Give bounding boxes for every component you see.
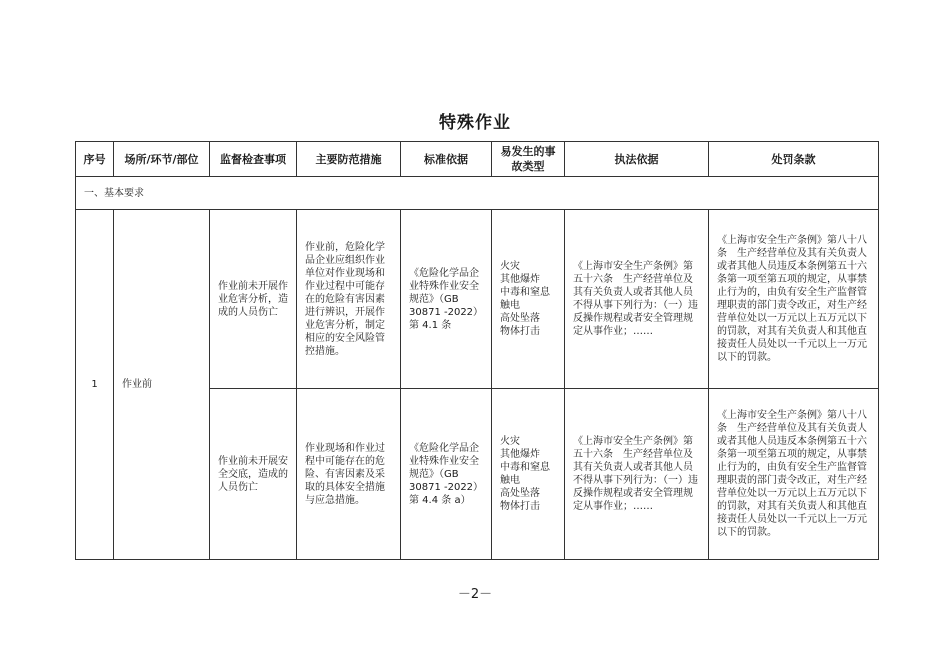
row-standard: 《危险化学品企业特殊作业安全规范》（GB 30871 -2022）第 4.1 条 (401, 210, 492, 389)
header-standard: 标准依据 (401, 142, 492, 177)
row-seq: 1 (76, 210, 114, 560)
header-law-basis: 执法依据 (565, 142, 709, 177)
row-standard: 《危险化学品企业特殊作业安全规范》（GB 30871 -2022）第 4.4 条 a） (401, 389, 492, 560)
row-accident-types: 火灾 其他爆炸 中毒和窒息 触电 高处坠落 物体打击 (492, 210, 565, 389)
row-law-basis: 《上海市安全生产条例》第五十六条 生产经营单位及其有关负责人或者其他人员不得从事下列行为：（一）违反操作规程或者安全管理规定从事作业；…… (565, 210, 709, 389)
header-measures: 主要防范措施 (297, 142, 401, 177)
header-accident-types: 易发生的事故类型 (492, 142, 565, 177)
row-inspection-item: 作业前未开展安全交底，造成的人员伤亡 (210, 389, 297, 560)
row-accident-types: 火灾 其他爆炸 中毒和窒息 触电 高处坠落 物体打击 (492, 389, 565, 560)
row-location: 作业前 (114, 210, 210, 560)
table-row (76, 210, 879, 389)
header-row (76, 142, 879, 177)
header-seq: 序号 (76, 142, 114, 177)
section-row (76, 177, 879, 210)
section-title: 一、基本要求 (76, 177, 879, 210)
row-penalty: 《上海市安全生产条例》第八十八条 生产经营单位及其有关负责人或者其他人员违反本条例第五十六条第一项至第五项的规定，从事禁止行为的，由负有安全生产监督管理职责的部门责令改正，对生产经营单位处以一万元以上五万元以下的罚款，对其有关负责人和其他直接责任人员处以一千元以上一万元以下的罚款。 (709, 389, 879, 560)
header-inspection-item: 监督检查事项 (210, 142, 297, 177)
header-penalty: 处罚条款 (709, 142, 879, 177)
document-title: 特殊作业 (439, 113, 511, 133)
row-law-basis: 《上海市安全生产条例》第五十六条 生产经营单位及其有关负责人或者其他人员不得从事下列行为：（一）违反操作规程或者安全管理规定从事作业；…… (565, 389, 709, 560)
header-location: 场所/环节/部位 (114, 142, 210, 177)
row-inspection-item: 作业前未开展作业危害分析，造成的人员伤亡 (210, 210, 297, 389)
row-measures: 作业前，危险化学品企业应组织作业单位对作业现场和作业过程中可能存在的危险有害因素进行辨识，开展作业危害分析，制定相应的安全风险管控措施。 (297, 210, 401, 389)
page-number: －2－ (457, 587, 493, 602)
row-penalty: 《上海市安全生产条例》第八十八条 生产经营单位及其有关负责人或者其他人员违反本条例第五十六条第一项至第五项的规定，从事禁止行为的，由负有安全生产监督管理职责的部门责令改正，对生产经营单位处以一万元以上五万元以下的罚款，对其有关负责人和其他直接责任人员处以一千元以上一万元以下的罚款。 (709, 210, 879, 389)
inspection-table (75, 141, 879, 560)
row-measures: 作业现场和作业过程中可能存在的危险、有害因素及采取的具体安全措施与应急措施。 (297, 389, 401, 560)
